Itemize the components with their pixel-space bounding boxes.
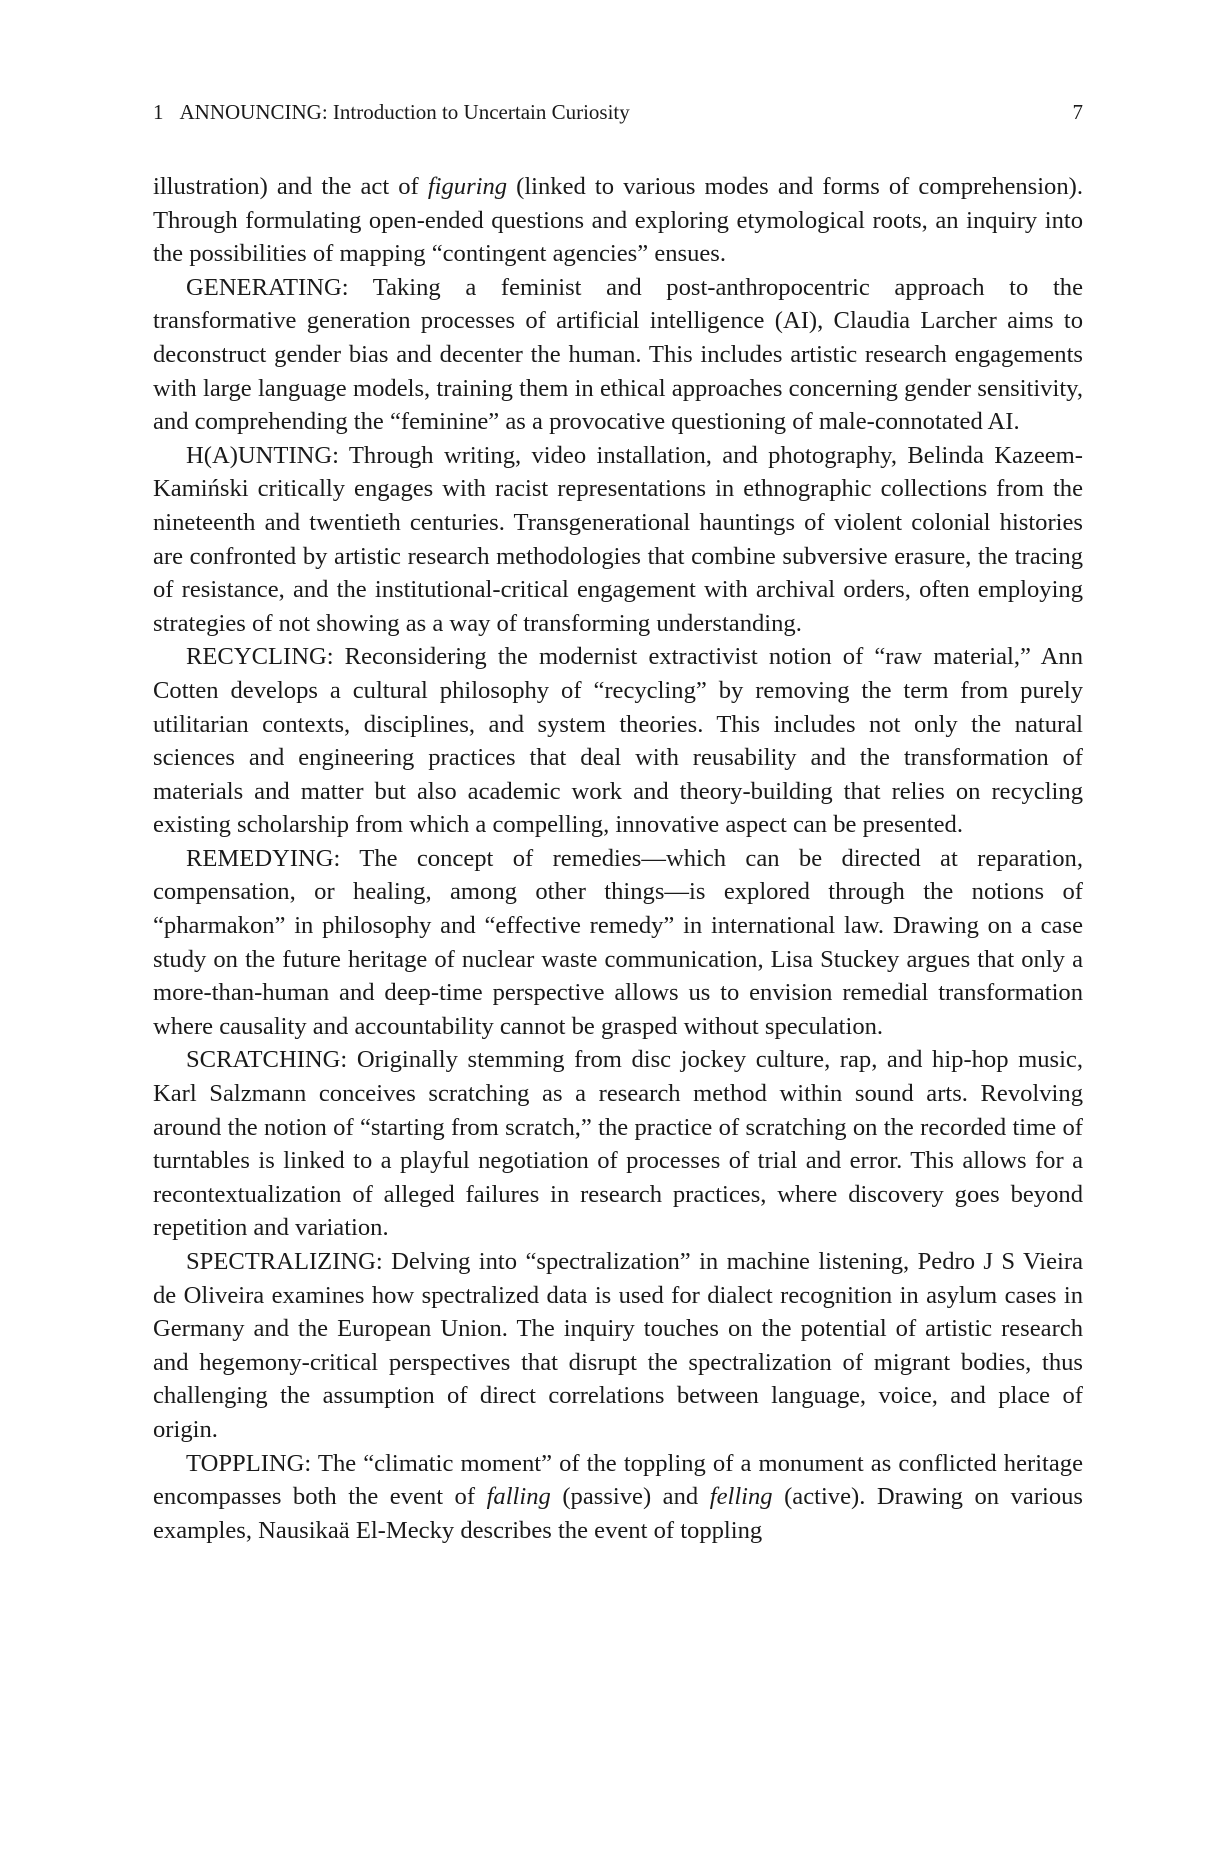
text-run: illustration) and the act of	[153, 173, 428, 200]
text-run: (passive) and	[550, 1483, 710, 1511]
text-run: (active). Drawing on various examples, Nausikaä El-Mecky describes the event of toppling	[153, 1483, 1084, 1544]
italic-term: figuring	[427, 173, 508, 200]
paragraph-scratching: SCRATCHING: Originally stemming from disc jockey culture, rap, and hip-hop music, Karl Salzmann conceives scratching as a research method within sound arts. Revolving around the notion of “starting from scratch,” the practice of scratching on the recorded time of turntables is linked to a playful negotiation of processes of trial and error. This allows for a recontextualization of alleged failures in research practices, where discovery goes beyond repetition and variation.	[153, 1046, 1083, 1242]
text-run: TOPPLING: The “climatic moment” of the toppling of a monument as conflicted heritage encompasses both the event of	[153, 1449, 1083, 1511]
paragraph-spectralizing: SPECTRALIZING: Delving into “spectralization” in machine listening, Pedro J S Vieira de Oliveira examines how spectralized data is used for dialect recognition in asylum cases in Germany and the European Union. The inquiry touches on the potential of artistic research and hegemony-critical perspectives that disrupt the spectralization of migrant bodies, thus challenging the assumption of direct correlations between language, voice, and place of origin.	[153, 1248, 1083, 1443]
chapter-title: ANNOUNCING: Introduction to Uncertain Curiosity	[179, 100, 630, 124]
italic-term: felling	[709, 1483, 773, 1511]
italic-term: falling	[486, 1483, 551, 1511]
paragraph-generating: GENERATING: Taking a feminist and post-anthropocentric approach to the transformative generation processes of artificial intelligence (AI), Claudia Larcher aims to deconstruct gender bias and decenter the human. This includes artistic research engagements with large language models, training them in ethical approaches concerning gender sensitivity, and comprehending the “feminine” as a provocative questioning of male-connotated AI.	[153, 273, 1083, 436]
paragraph-toppling	[153, 1447, 1083, 1548]
paragraph-remedying: REMEDYING: The concept of remedies—which can be directed at reparation, compensation, or healing, among other things—is explored through the notions of “pharmakon” in philosophy and “effective remedy” in international law. Drawing on a case study on the future heritage of nuclear waste communication, Lisa Stuckey argues that only a more-than-human and deep-time perspective allows us to envision remedial transformation where causality and accountability cannot be grasped without speculation.	[153, 844, 1083, 1040]
paragraph-recycling: RECYCLING: Reconsidering the modernist extractivist notion of “raw material,” Ann Cotten develops a cultural philosophy of “recycling” by removing the term from purely utilitarian contexts, disciplines, and system theories. This includes not only the natural sciences and engineering practices that deal with reusability and the transformation of materials and matter but also academic work and theory-building that relies on recycling existing scholarship from which a compelling, innovative aspect can be presented.	[153, 643, 1083, 839]
body-text	[153, 170, 1083, 1547]
chapter-number: 1	[153, 100, 164, 124]
paragraph-continuation	[153, 170, 1083, 271]
text-run: (linked to various modes and forms of comprehension). Through formulating open-ended questions and exploring etymological roots, an inquiry into the possibilities of mapping “contingent agencies” ensues.	[153, 173, 1083, 268]
page-number: 7	[1072, 100, 1083, 124]
paragraph-haunting: H(A)UNTING: Through writing, video installation, and photography, Belinda Kazeem-Kamiński critically engages with racist representations in ethnographic collections from the nineteenth and twentieth centuries. Transgenerational hauntings of violent colonial histories are confronted by artistic research methodologies that combine subversive erasure, the tracing of resistance, and the institutional-critical engagement with archival orders, often employing strategies of not showing as a way of transforming understanding.	[153, 441, 1083, 637]
running-head	[153, 98, 1083, 126]
